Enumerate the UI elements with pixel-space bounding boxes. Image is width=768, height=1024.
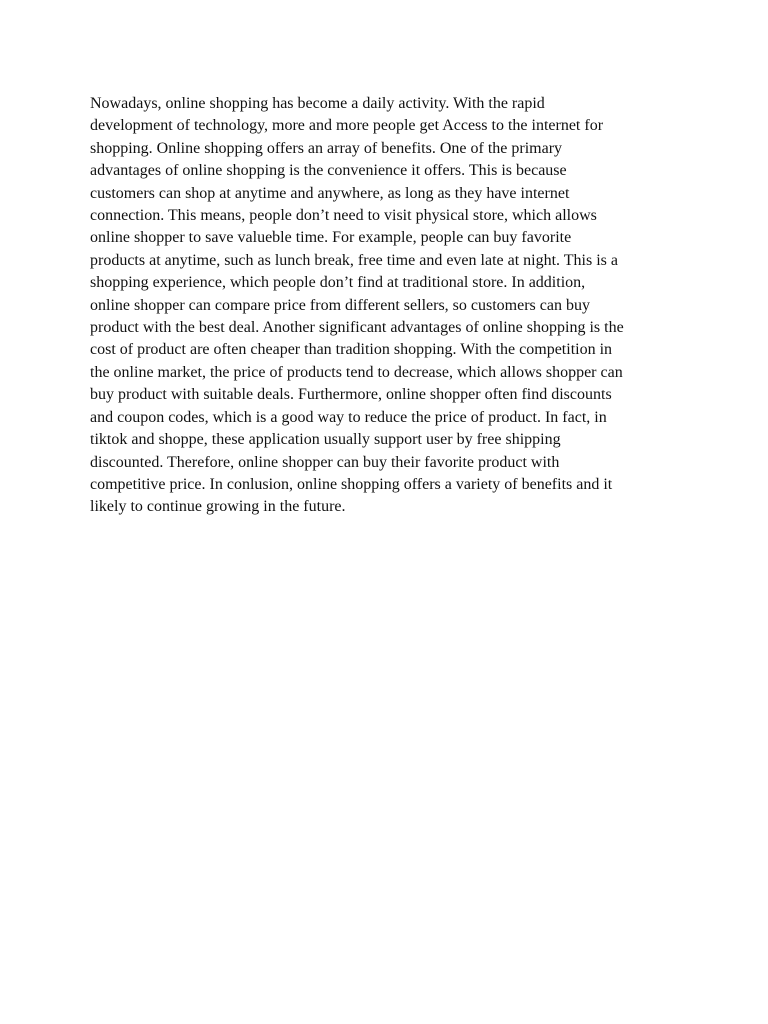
paragraph-line: shopping. Online shopping offers an array of benefits. One of the primary (90, 139, 563, 157)
paragraph-line: buy product with suitable deals. Furthermore, online shopper often find discounts (90, 386, 612, 404)
paragraph-line: Nowadays, online shopping has become a daily activity. With the rapid (90, 95, 545, 112)
paragraph-line: competitive price. In conlusion, online shopping offers a variety of benefits and it (90, 475, 613, 493)
paragraph-line: customers can shop at anytime and anywhere, as long as they have internet (90, 184, 570, 202)
paragraph-line: product with the best deal. Another significant advantages of online shopping is the (90, 319, 624, 337)
paragraph-line: development of technology, more and more people get Access to the internet for (90, 117, 604, 135)
paragraph-line: online shopper can compare price from different sellers, so customers can buy (90, 296, 590, 314)
paragraph-line: products at anytime, such as lunch break, free time and even late at night. This is a (90, 251, 618, 269)
essay-paragraph (90, 93, 682, 519)
paragraph-line: discounted. Therefore, online shopper can buy their favorite product with (90, 453, 560, 471)
paragraph-line: shopping experience, which people don’t find at traditional store. In addition, (90, 274, 586, 292)
paragraph-line: the online market, the price of products tend to decrease, which allows shopper can (90, 363, 623, 381)
paragraph-line: and coupon codes, which is a good way to reduce the price of product. In fact, in (90, 408, 607, 426)
paragraph-line: online shopper to save valueble time. For example, people can buy favorite (90, 229, 572, 247)
paragraph-line: connection. This means, people don’t need to visit physical store, which allows (90, 207, 597, 225)
paragraph-line: likely to continue growing in the future. (90, 498, 346, 516)
paragraph-line: tiktok and shoppe, these application usually support user by free shipping (90, 431, 561, 449)
paragraph-line: cost of product are often cheaper than tradition shopping. With the competition in (90, 341, 613, 359)
paragraph-line: advantages of online shopping is the convenience it offers. This is because (90, 162, 567, 180)
